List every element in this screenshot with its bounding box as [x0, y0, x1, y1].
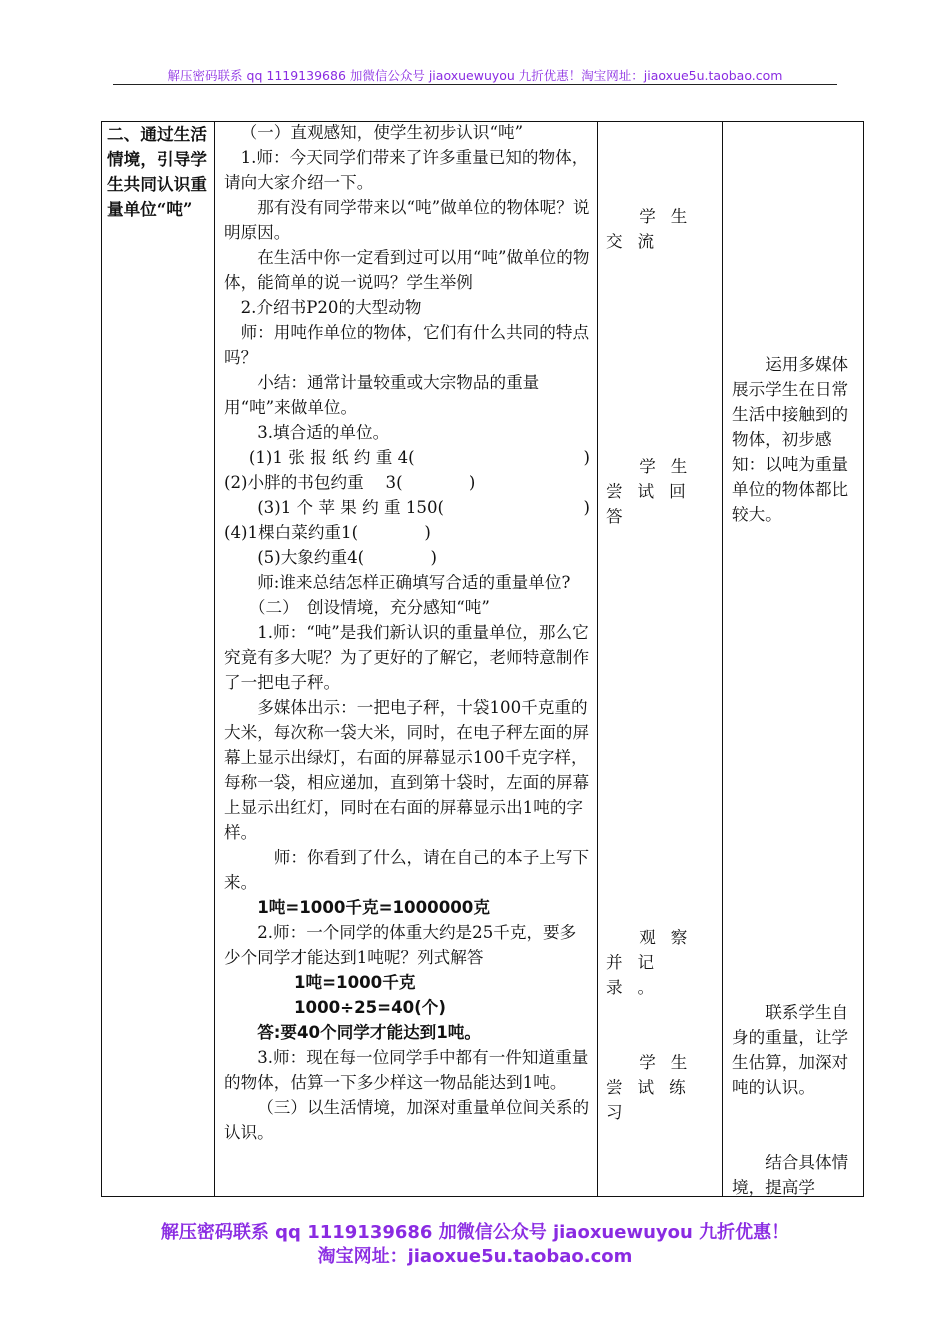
student-activity-note: 观察并记录。: [606, 928, 703, 997]
column-divider-2: [597, 121, 598, 1197]
paragraph: 2.介绍书P20的大型动物: [240, 298, 422, 317]
exercise-item: (4)1棵白菜约重1( ): [224, 523, 431, 542]
stage-title: 二、通过生活情境，引导学生共同认识重量单位“吨”: [107, 124, 207, 219]
exercise-item-blank-end: ): [583, 498, 590, 517]
paragraph: 师：你看到了什么，请在自己的本子上写下来。: [224, 848, 590, 892]
paragraph: 3.填合适的单位。: [257, 423, 390, 442]
footer-watermark-line1: 解压密码联系 qq 1119139686 加微信公众号 jiaoxuewuyou 九折优惠！: [160, 1222, 790, 1243]
exercise-item-text: (1)1 张 报 纸 约 重 4(: [248, 448, 415, 467]
header-rule: [113, 84, 837, 85]
header-watermark-text: 解压密码联系 qq 1119139686 加微信公众号 jiaoxuewuyou 九折优惠！淘宝网址：jiaoxue5u.taobao.com: [167, 68, 783, 83]
exercise-item-text: (3)1 个 苹 果 约 重 150(: [257, 498, 445, 517]
student-activity-note: 学生尝试回答: [606, 457, 703, 526]
answer: 答:要40个同学才能达到1吨。: [257, 1023, 481, 1042]
paragraph: 那有没有同学带来以“吨”做单位的物体呢？说明原因。: [224, 198, 590, 242]
teaching-process: [224, 120, 590, 1145]
column-divider-1: [214, 121, 215, 1197]
paragraph: 师：用吨作单位的物体，它们有什么共同的特点吗？: [224, 323, 590, 367]
column-divider-3: [722, 121, 723, 1197]
student-activity-note: 学生尝试练习: [606, 1053, 703, 1122]
formula: 1吨=1000千克=1000000克: [257, 898, 490, 917]
section-heading: （一）直观感知，使学生初步认识“吨”: [240, 123, 524, 142]
paragraph: 3.师：现在每一位同学手中都有一件知道重量的物体，估算一下多少样这一物品能达到1吨。: [224, 1048, 589, 1092]
exercise-item: [224, 445, 590, 470]
formula: 1000÷25=40(个): [294, 998, 446, 1017]
exercise-item: [224, 495, 590, 520]
design-intent-note: 联系学生自身的重量，让学生估算，加深对吨的认识。: [732, 1003, 849, 1097]
design-intent-note: 运用多媒体展示学生在日常生活中接触到的物体，初步感知：以吨为重量单位的物体都比较大。: [732, 355, 849, 524]
paragraph: 1.师：“吨”是我们新认识的重量单位，那么它究竟有多大呢？为了更好的了解它，老师特意制作了一把电子秤。: [224, 623, 590, 692]
paragraph: 在生活中你一定看到过可以用“吨”做单位的物体，能简单的说一说吗？学生举例: [224, 248, 590, 292]
design-intent-note: 结合具体情境，提高学: [732, 1153, 849, 1197]
formula: 1吨=1000千克: [294, 973, 416, 992]
section-heading: （二） 创设情境，充分感知“吨”: [248, 598, 490, 617]
paragraph: 1.师：今天同学们带来了许多重量已知的物体，请向大家介绍一下。: [224, 148, 589, 192]
paragraph: 小结：通常计量较重或大宗物品的重量用“吨”来做单位。: [224, 373, 540, 417]
paragraph: 多媒体出示：一把电子秤，十袋100千克重的大米，每次称一袋大米，同时，在电子秤左面的屏幕上显示出绿灯，右面的屏幕显示100千克字样，每称一袋，相应递加，直到第十袋时，左面的屏幕上显示出红灯，同时在右面的屏幕显示出1吨的字样。: [224, 698, 590, 842]
paragraph: 2.师：一个同学的体重大约是25千克，要多少个同学才能达到1吨呢？列式解答: [224, 923, 577, 967]
exercise-item: (2)小胖的书包约重 3( ): [224, 473, 476, 492]
footer-watermark-line2: 淘宝网址：jiaoxue5u.taobao.com: [317, 1246, 633, 1267]
exercise-item: (5)大象约重4( ): [257, 548, 437, 567]
exercise-item-blank-end: ): [583, 448, 590, 467]
section-heading: （三）以生活情境，加深对重量单位间关系的认识。: [224, 1098, 590, 1142]
paragraph: 师:谁来总结怎样正确填写合适的重量单位?: [257, 573, 571, 592]
student-activity-note: 学生交流: [606, 207, 703, 251]
